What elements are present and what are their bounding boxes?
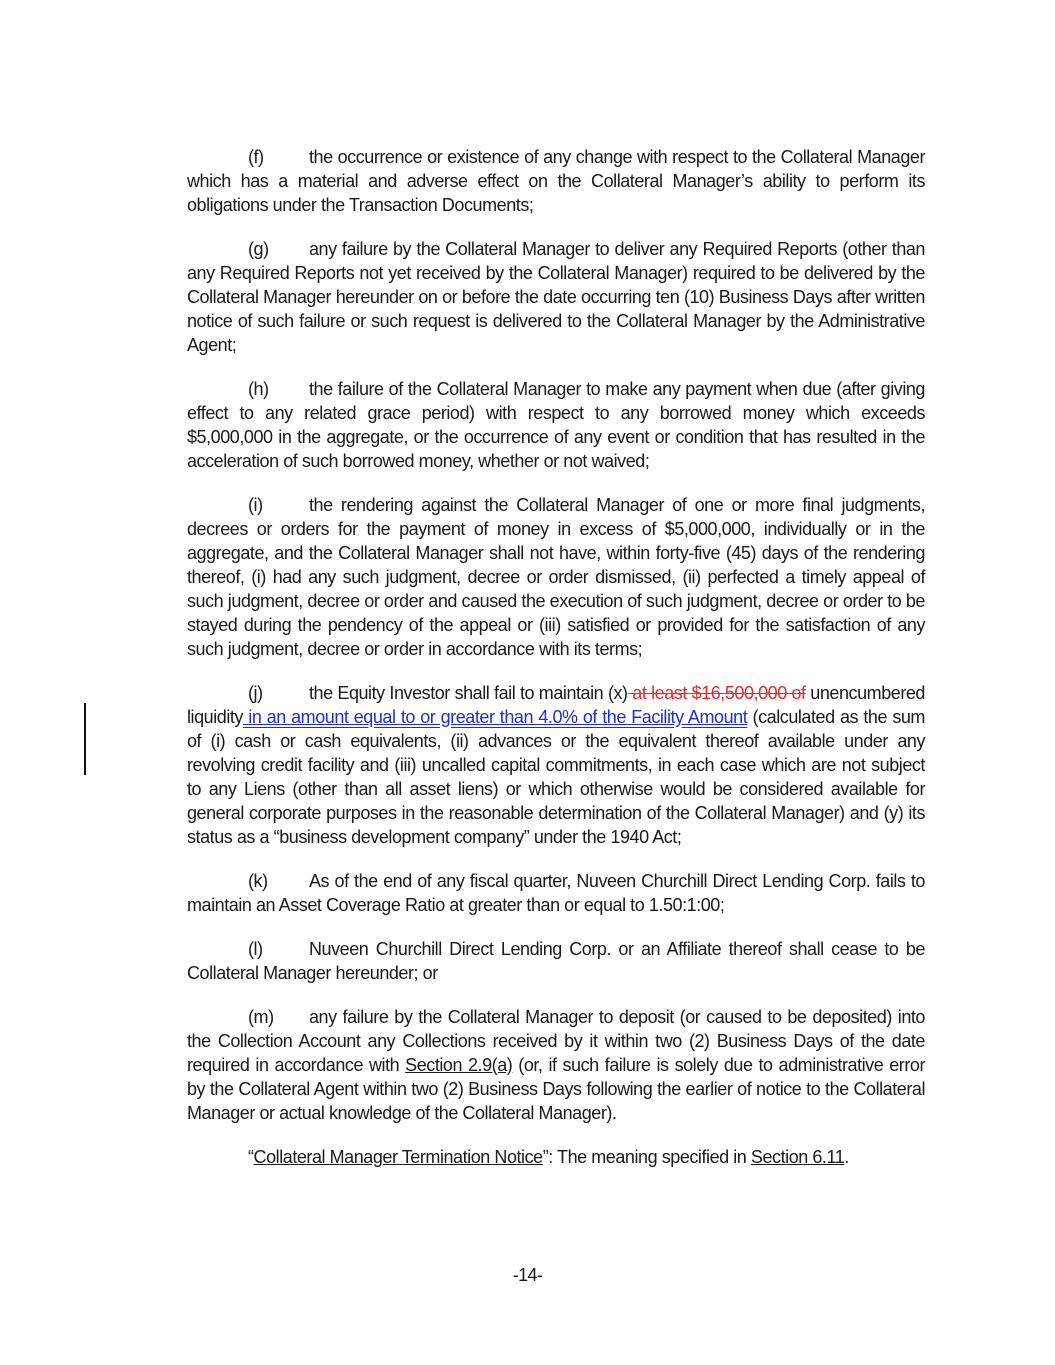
clause-text: (or, if such failure is solely due to administrative error by the Collateral Agent within two (2) Business Days following the earlier of notice to the Collateral Manager or actual knowledge of the Collateral Manager). — [187, 1055, 926, 1123]
clause-text: (calculated as the sum of (i) cash or cash equivalents, (ii) advances or the equivalent thereof available under any revolving credit facility and (iii) uncalled capital commitments, in each case which are not subject to any Liens (other than all asset liens) or which otherwise would be considered available for general corporate purposes in the reasonable determination of the Collateral Manager) and (y) its status as a “business development company” under the 1940 Act; — [187, 707, 925, 847]
clause-i — [187, 493, 925, 661]
section-reference-link[interactable]: Section 6.11 — [750, 1147, 845, 1167]
clause-label: (l) — [248, 939, 263, 959]
clause-label: (g) — [248, 239, 269, 259]
clause-label: (i) — [248, 495, 263, 515]
clause-text: unencumbered liquidity — [187, 683, 925, 727]
inserted-text: in an amount equal to or greater than 4.0% of the Facility Amount — [242, 707, 748, 727]
defined-term: Collateral Manager Termination Notice — [253, 1147, 543, 1167]
clause-l — [187, 937, 925, 985]
revision-change-bar — [84, 703, 86, 775]
clause-h — [187, 377, 925, 473]
clause-label: (h) — [248, 379, 269, 399]
deleted-text: at least $16,500,000 of — [627, 683, 806, 703]
clause-text: the failure of the Collateral Manager to make any payment when due (after giving effect to any related grace period) with respect to any borrowed money which exceeds $5,000,000 in the aggregate, or the occurrence of any event or condition that has resulted in the acceleration of such borrowed money, whether or not waived; — [187, 379, 925, 471]
page-number: -14- — [512, 1265, 543, 1285]
clause-text: any failure by the Collateral Manager to deliver any Required Reports (other than any Required Reports not yet received by the Collateral Manager) required to be delivered by the Collateral Manager hereunder on or before the date occurring ten (10) Business Days after written notice of such failure or such request is delivered to the Collateral Manager by the Administrative Agent; — [187, 239, 925, 355]
clause-m — [187, 1005, 925, 1125]
clause-label: (j) — [248, 683, 263, 703]
clause-label: (k) — [248, 871, 268, 891]
clause-g — [187, 237, 925, 357]
clause-text: the Equity Investor shall fail to maintain (x) — [309, 683, 628, 703]
clause-text: any failure by the Collateral Manager to deposit (or caused to be deposited) into the Collection Account any Collections received by it within two (2) Business Days of the date required in accordance with — [187, 1007, 925, 1075]
clause-text: Nuveen Churchill Direct Lending Corp. or an Affiliate thereof shall cease to be Collateral Manager hereunder; or — [187, 939, 925, 983]
clause-j — [187, 681, 925, 849]
section-reference-link[interactable]: Section 2.9(a) — [405, 1055, 513, 1075]
clause-text: As of the end of any fiscal quarter, Nuveen Churchill Direct Lending Corp. fails to maintain an Asset Coverage Ratio at greater than or equal to 1.50:1:00; — [187, 871, 925, 915]
open-quote: “ — [248, 1147, 254, 1167]
definition-end: . — [844, 1147, 849, 1167]
clause-k — [187, 869, 925, 917]
definition-text: ”: The meaning specified in — [542, 1147, 751, 1167]
clause-text: the occurrence or existence of any change with respect to the Collateral Manager which has a material and adverse effect on the Collateral Manager’s ability to perform its obligations under the Transaction Documents; — [187, 147, 925, 215]
clause-text: the rendering against the Collateral Manager of one or more final judgments, decrees or orders for the payment of money in excess of $5,000,000, individually or in the aggregate, and the Collateral Manager shall not have, within forty-five (45) days of the rendering thereof, (i) had any such judgment, decree or order dismissed, (ii) perfected a timely appeal of such judgment, decree or order and caused the execution of such judgment, decree or order to be stayed during the pendency of the appeal or (iii) satisfied or provided for the satisfaction of any such judgment, decree or order in accordance with its terms; — [187, 495, 925, 659]
clause-f — [187, 145, 925, 217]
clause-label: (m) — [248, 1007, 274, 1027]
definition-paragraph — [187, 1145, 925, 1169]
clause-label: (f) — [248, 147, 264, 167]
document-page — [187, 145, 925, 1169]
